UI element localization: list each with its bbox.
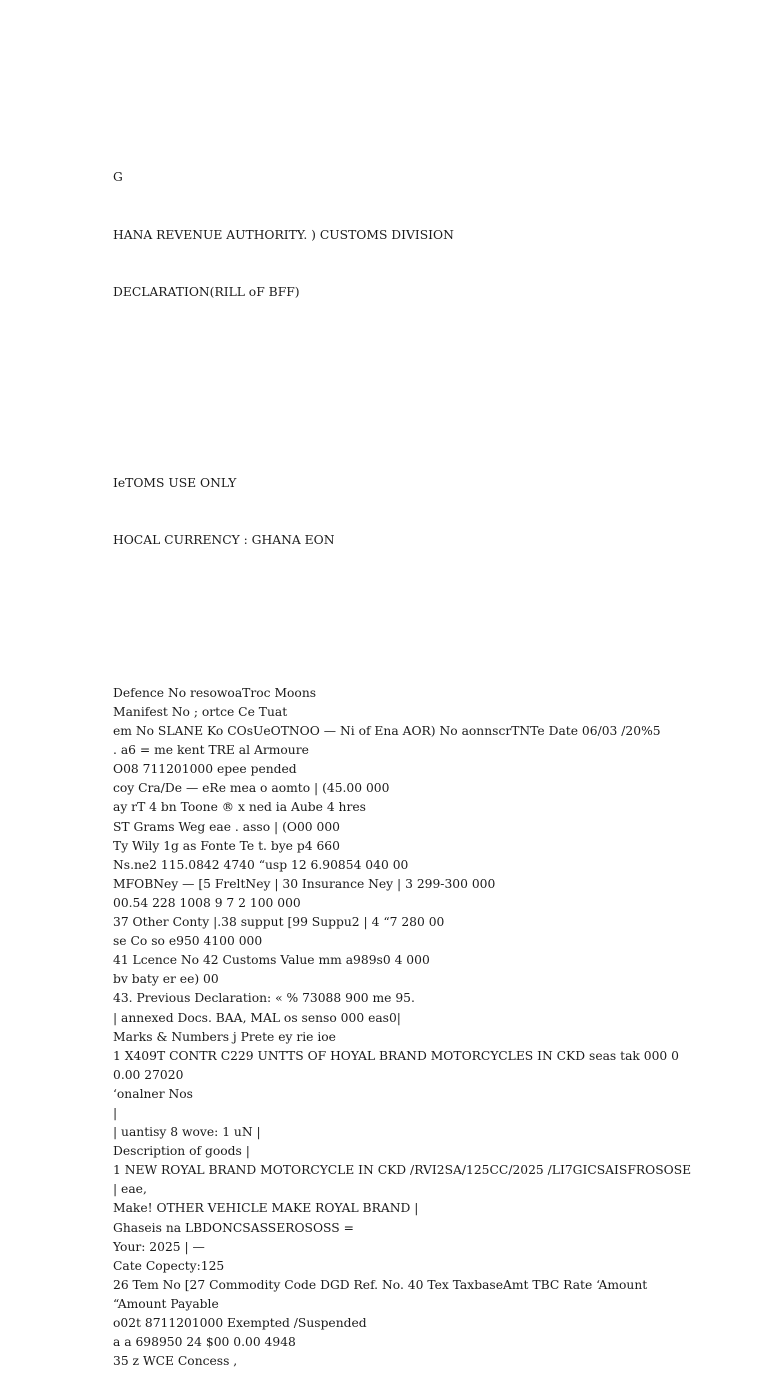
doc-line: ST Grams Weg eae . asso | (O00 000 [113, 819, 340, 834]
doc-line: G [113, 170, 123, 185]
spacer [113, 378, 758, 397]
doc-line: Ghaseis na LBDONCSASSEROSOSS = [113, 1220, 354, 1235]
doc-line: Ty Wily 1g as Fonte Te t. bye p4 660 [113, 838, 340, 853]
doc-line: 37 Other Conty |.38 supput [99 Suppu2 | 4 “7 280 00 [113, 915, 445, 930]
doc-line: 35 z WCE Concess , [113, 1354, 238, 1369]
doc-line: | [113, 1105, 118, 1120]
doc-line: 26 Tem No [27 Commodity Code DGD Ref. No. 40 Tex TaxbaseAmt TBC Rate ‘Amount [113, 1277, 648, 1292]
currency-section [113, 436, 758, 589]
doc-line: DECLARATION(RILL oF BFF) [113, 284, 300, 299]
doc-line: O08 711201000 epee pended [113, 762, 297, 777]
doc-line: ay rT 4 bn Toone ® x ned ia Aube 4 hres [113, 800, 366, 815]
doc-line: 1 X409T CONTR C229 UNTTS OF HOYAL BRAND MOTORCYCLES IN CKD seas tak 000 0 [113, 1048, 679, 1063]
doc-line: Cate Copecty:125 [113, 1258, 225, 1273]
doc-line: . a6 = me kent TRE al Armoure [113, 743, 309, 758]
spacer [113, 627, 758, 646]
doc-line: Your: 2025 | — [113, 1239, 205, 1254]
doc-line: se Co so e950 4100 000 [113, 934, 263, 949]
doc-line: IeTOMS USE ONLY [113, 475, 237, 490]
doc-line: Make! OTHER VEHICLE MAKE ROYAL BRAND | [113, 1201, 419, 1216]
doc-line: 00.54 228 1008 9 7 2 100 000 [113, 895, 301, 910]
body-section [113, 684, 758, 1371]
doc-line: ‘onalner Nos [113, 1086, 193, 1101]
doc-line: “Amount Payable [113, 1296, 219, 1311]
doc-line: MFOBNey — [5 FreltNey | 30 Insurance Ney | 3 299-300 000 [113, 876, 496, 891]
doc-line: Manifest No ; ortce Ce Tuat [113, 705, 288, 719]
doc-line: em No SLANE Ko COsUeOTNOO — Ni of Ena AOR) No aonnscrTNTe Date 06/03 /20%5 [113, 724, 661, 739]
doc-line: coy Cra/De — eRe mea o aomto | (45.00 000 [113, 781, 390, 796]
doc-line: HOCAL CURRENCY : GHANA EON [113, 533, 335, 548]
doc-line: | uantisy 8 wove: 1 uN | [113, 1125, 261, 1140]
doc-line: Ns.ne2 115.0842 4740 “usp 12 6.90854 040 00 [113, 857, 409, 872]
doc-line: Marks & Numbers j Prete ey rie ioe [113, 1029, 336, 1044]
doc-line: HANA REVENUE AUTHORITY. ) CUSTOMS DIVISION [113, 227, 454, 242]
doc-line: a a 698950 24 $00 0.00 4948 [113, 1335, 296, 1350]
doc-line: Defence No resowoaTroc Moons [113, 685, 317, 700]
doc-line: bv baty er ee) 00 [113, 972, 219, 987]
doc-line: Description of goods | [113, 1144, 250, 1159]
header-section [113, 130, 758, 340]
doc-line: o02t 8711201000 Exempted /Suspended [113, 1316, 367, 1330]
doc-line: | annexed Docs. BAA, MAL os senso 000 eas0| [113, 1010, 401, 1025]
declaration-document [113, 92, 758, 1390]
doc-line: 0.00 27020 [113, 1067, 184, 1082]
doc-line: 41 Lcence No 42 Customs Value mm a989s0 4 000 [113, 953, 430, 968]
doc-line: 1 NEW ROYAL BRAND MOTORCYCLE IN CKD /RVI2SA/125CC/2025 /LI7GICSAISFROSOSE [113, 1163, 692, 1178]
doc-line: 43. Previous Declaration: « % 73088 900 me 95. [113, 991, 415, 1006]
doc-line: | eae, [113, 1182, 147, 1197]
